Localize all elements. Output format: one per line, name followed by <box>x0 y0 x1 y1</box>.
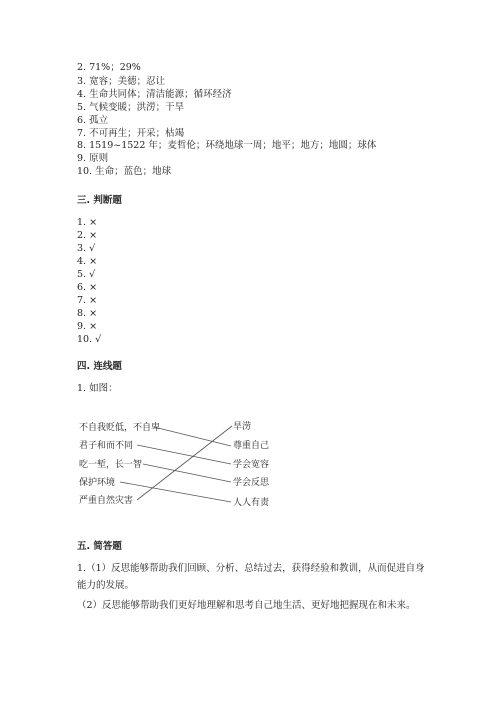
right-item-1: 旱涝 <box>233 422 252 432</box>
answer-line-4: 4. 生命共同体；清洁能源；循环经济 <box>77 89 232 100</box>
section5-title: 五. 简答题 <box>77 541 122 552</box>
right-item-3: 学会宽容 <box>233 460 270 470</box>
judge-item-9: 9. × <box>77 321 98 332</box>
match-line-4 <box>120 482 231 502</box>
judge-item-10: 10. √ <box>77 334 102 345</box>
match-line-3 <box>143 464 231 482</box>
judge-item-7: 7. × <box>77 295 98 306</box>
answer-line-3: 3. 宽容；美德；忍让 <box>77 76 166 87</box>
left-item-1: 不自我贬低，不自卑 <box>79 423 161 433</box>
right-item-4: 学会反思 <box>233 478 270 488</box>
answer-line-6: 6. 孤立 <box>77 115 109 126</box>
judge-item-6: 6. × <box>77 282 98 293</box>
left-item-2: 君子和而不同 <box>79 441 134 451</box>
answer-paragraph-1: 1.（1）反思能够帮助我们回顾、分析、总结过去，获得经验和教训，从而促进自身能力的发展。 <box>77 563 425 591</box>
answer-line-7: 7. 不可再生；开采；枯竭 <box>77 128 185 139</box>
answer-line-8: 8. 1519~1522 年；麦哲伦；环绕地球一周；地平；地方；地圆；球体 <box>77 140 377 151</box>
judge-item-3: 3. √ <box>77 243 96 254</box>
right-item-2: 尊重自己 <box>233 441 270 451</box>
left-item-4: 保护环境 <box>79 478 116 488</box>
judge-item-2: 2. × <box>77 230 98 241</box>
section4-intro: 1. 如图： <box>77 383 118 394</box>
judge-item-1: 1. × <box>77 217 98 228</box>
section3-title: 三. 判断题 <box>77 195 122 206</box>
right-item-5: 人人有责 <box>233 498 270 508</box>
judge-item-8: 8. × <box>77 308 98 319</box>
left-item-5: 严重自然灾害 <box>79 496 134 506</box>
answer-line-5: 5. 气候变暖；洪涝；干旱 <box>77 102 185 113</box>
match-line-1 <box>154 427 231 446</box>
answer-line-9: 9. 原则 <box>77 153 109 164</box>
left-item-3: 吃一堑，长一智 <box>79 460 143 470</box>
judge-item-5: 5. √ <box>77 269 96 280</box>
answer-paragraph-2: （2）反思能够帮助我们更好地理解和思考自己地生活、更好地把握现在和未来。 <box>77 600 416 611</box>
match-line-5 <box>137 426 232 500</box>
section4-title: 四. 连线题 <box>77 361 122 372</box>
judge-item-4: 4. × <box>77 256 98 267</box>
answer-line-2: 2. 71%；29% <box>77 62 141 73</box>
match-line-2 <box>137 445 231 464</box>
answer-line-10: 10. 生命；蓝色；地球 <box>77 166 172 177</box>
